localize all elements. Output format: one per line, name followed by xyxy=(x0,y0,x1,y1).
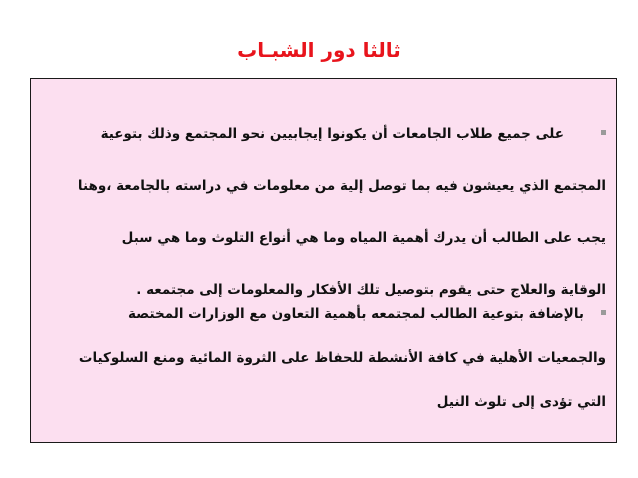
square-bullet-icon xyxy=(601,310,606,315)
text-line: يجب على الطالب أن يدرك أهمية المياه وما هي أنواع التلوث وما هي سبل xyxy=(121,230,606,246)
bullet-text-2 xyxy=(46,299,606,417)
slide-title: ثالثا دور الشبـاب xyxy=(237,38,401,62)
text-line: التي تؤدى إلى تلوث النيل xyxy=(436,394,606,410)
text-line: الوقاية والعلاج حتى يقوم بتوصيل تلك الأفكار والمعلومات إلى مجتمعه . xyxy=(136,282,606,298)
bullet-text-1 xyxy=(46,119,606,305)
square-bullet-icon xyxy=(601,130,606,135)
text-line: بالإضافة بتوعية الطالب لمجتمعه بأهمية التعاون مع الوزارات المختصة xyxy=(127,306,584,322)
text-line: والجمعيات الأهلية في كافة الأنشطة للحفاظ على الثروة المائية ومنع السلوكيات xyxy=(78,350,606,366)
text-line: المجتمع الذي يعيشون فيه بما توصل إلية من معلومات في دراسته بالجامعة ،وهنا xyxy=(77,178,606,194)
content-box xyxy=(30,78,617,443)
bullet-item-1 xyxy=(46,119,606,305)
bullet-item-2 xyxy=(46,299,606,417)
text-line: على جميع طلاب الجامعات أن يكونوا إيجابيين نحو المجتمع وذلك بتوعية xyxy=(100,126,564,142)
